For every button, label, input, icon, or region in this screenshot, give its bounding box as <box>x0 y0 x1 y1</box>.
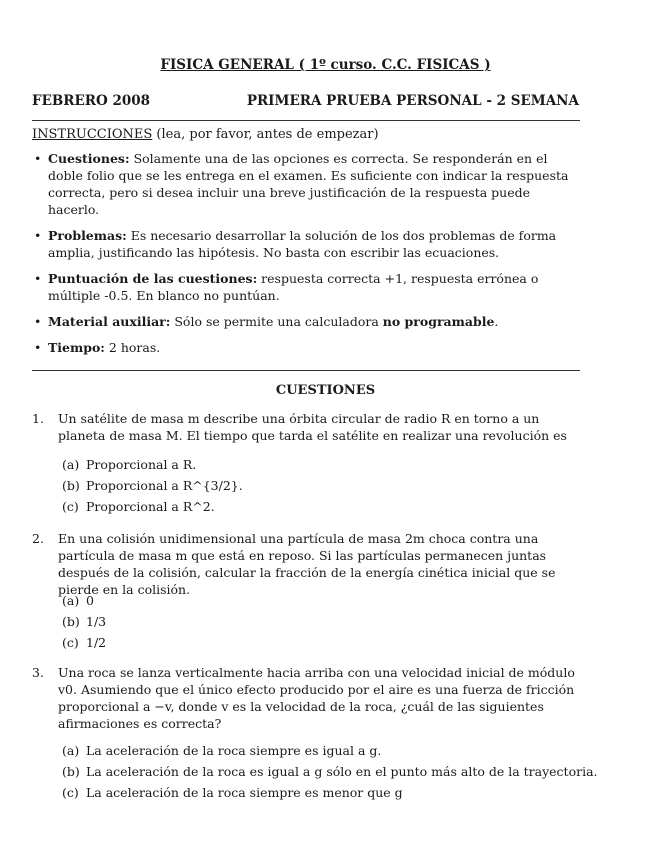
question-1 <box>32 410 584 444</box>
question-number: 2. <box>32 531 44 546</box>
option-label: (a) <box>62 593 80 608</box>
bullet-icon: • <box>34 271 42 286</box>
instruction-item <box>32 270 584 304</box>
option-text: 1/3 <box>86 614 107 629</box>
instruction-item <box>32 313 584 330</box>
option-label: (a) <box>62 457 80 472</box>
exam-name: PRIMERA PRUEBA PERSONAL - 2 SEMANA <box>246 93 579 109</box>
instructions-label: INSTRUCCIONES <box>32 127 153 142</box>
instruction-label: Problemas: <box>48 228 127 243</box>
option-text: La aceleración de la roca es igual a g sólo en el punto más alto de la trayectoria. <box>86 764 598 779</box>
option-label: (a) <box>62 743 80 758</box>
option-text: Proporcional a R. <box>86 457 197 472</box>
question-number: 3. <box>32 665 44 680</box>
instruction-item <box>32 150 584 218</box>
exam-title: FISICA GENERAL ( 1º curso. C.C. FISICAS ) <box>160 57 491 73</box>
instruction-label: Cuestiones: <box>48 151 130 166</box>
question-2-options <box>62 590 106 653</box>
question-number: 1. <box>32 411 44 426</box>
instruction-label: Tiempo: <box>48 340 105 355</box>
option <box>62 496 243 517</box>
option-text: La aceleración de la roca siempre es igual a g. <box>86 743 382 758</box>
question-text: Una roca se lanza verticalmente hacia arriba con una velocidad inicial de módulo v0. Asumiendo que el único efecto producido por el aire es una fuerza de fricción proporcional a −v, donde v es la velocidad de la roca, ¿cuál de las siguientes afirmaciones es correcta? <box>58 665 575 731</box>
instruction-label: Material auxiliar: <box>48 314 171 329</box>
option-text: Proporcional a R^2. <box>86 499 215 514</box>
instructions-heading <box>32 127 379 142</box>
instruction-emphasis: no programable <box>382 314 495 329</box>
question-text: Un satélite de masa m describe una órbita circular de radio R en torno a un planeta de masa M. El tiempo que tarda el satélite en realizar una revolución es <box>58 411 567 443</box>
instruction-text: Es necesario desarrollar la solución de los dos problemas de forma amplia, justificando las hipótesis. No basta con escribir las ecuaciones. <box>48 228 557 260</box>
exam-date: FEBRERO 2008 <box>32 93 151 109</box>
question-text: En una colisión unidimensional una partícula de masa 2m choca contra una partícula de masa m que está en reposo. Si las partículas permanecen juntas después de la colisión, calcular la fracción de la energía cinética inicial que se pierde en la colisión. <box>58 531 556 597</box>
instructions-note: (lea, por favor, antes de empezar) <box>152 127 379 142</box>
option-label: (b) <box>62 764 80 779</box>
option-text: Proporcional a R^{3/2}. <box>86 478 243 493</box>
question-1-options <box>62 454 243 517</box>
instruction-tail: . <box>494 314 499 329</box>
instruction-text: Solamente una de las opciones es correcta. Se responderán en el doble folio que se les entrega en el examen. Es suficiente con indicar la respuesta correcta, pero si desea incluir una breve justificación de la respuesta puede hacerlo. <box>48 151 569 217</box>
instruction-item <box>32 339 584 356</box>
option-label: (c) <box>62 499 79 514</box>
option <box>62 740 598 761</box>
option <box>62 632 106 653</box>
instruction-item <box>32 227 584 261</box>
option <box>62 454 243 475</box>
option-text: 0 <box>86 593 94 608</box>
option-label: (b) <box>62 614 80 629</box>
option <box>62 611 106 632</box>
question-3 <box>32 664 584 732</box>
option-text: La aceleración de la roca siempre es menor que g <box>86 785 403 800</box>
option <box>62 782 598 803</box>
option-label: (b) <box>62 478 80 493</box>
question-3-options <box>62 740 598 803</box>
instruction-text: respuesta correcta +1, respuesta errónea o múltiple -0.5. En blanco no puntúan. <box>48 271 539 303</box>
header-divider <box>32 120 580 121</box>
instructions-list <box>32 150 584 365</box>
option <box>62 475 243 496</box>
option <box>62 590 106 611</box>
bullet-icon: • <box>34 314 42 329</box>
option-label: (c) <box>62 635 79 650</box>
bullet-icon: • <box>34 228 42 243</box>
bullet-icon: • <box>34 151 42 166</box>
instruction-text: Sólo se permite una calculadora <box>170 314 383 329</box>
option <box>62 761 598 782</box>
instruction-label: Puntuación de las cuestiones: <box>48 271 258 286</box>
option-label: (c) <box>62 785 79 800</box>
question-2 <box>32 530 584 598</box>
section-title: CUESTIONES <box>275 383 376 398</box>
option-text: 1/2 <box>86 635 107 650</box>
section-divider <box>32 370 580 371</box>
bullet-icon: • <box>34 340 42 355</box>
instruction-text: 2 horas. <box>104 340 161 355</box>
